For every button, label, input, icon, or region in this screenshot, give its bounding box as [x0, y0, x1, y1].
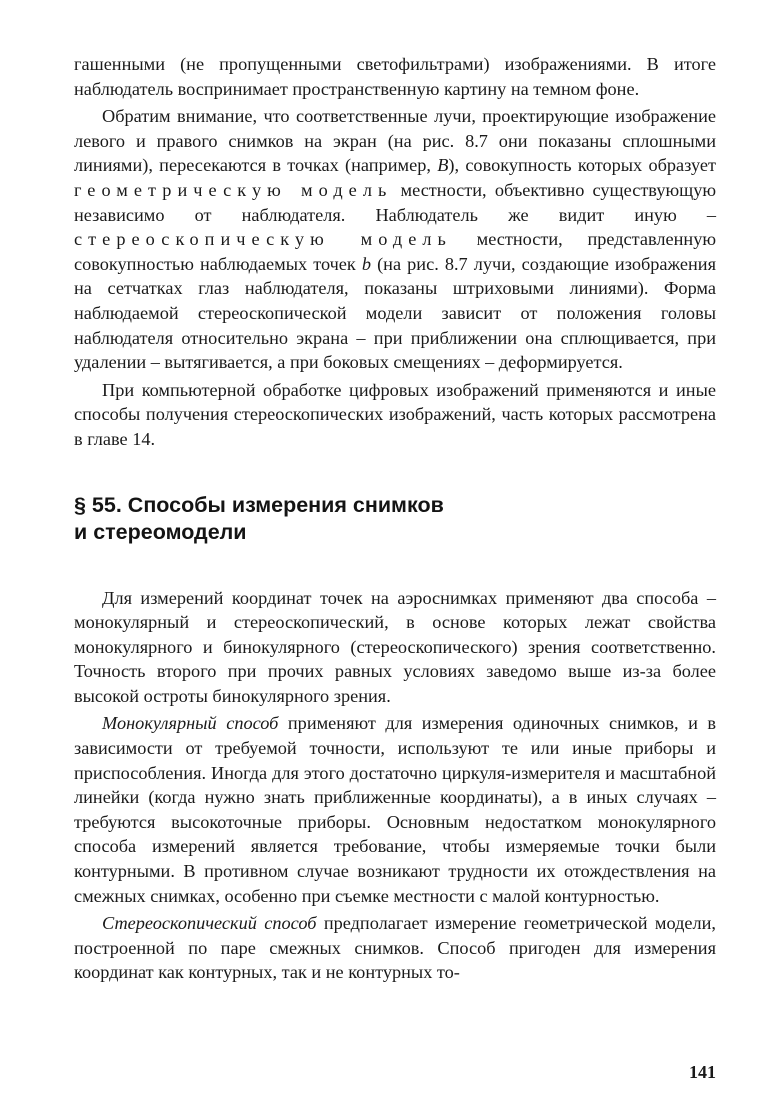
paragraph-2-part-c: местности, объективно существующую независимо от наблюдателя. Наблюдатель же видит иную – — [74, 179, 716, 225]
paragraph-5 — [74, 711, 716, 908]
paragraph-2-part-b: ), совокупность которых образует — [448, 155, 716, 176]
paragraph-2 — [74, 104, 716, 375]
section-heading-line-2: и стереомодели — [74, 519, 247, 544]
paragraph-2-part-e: (на рис. 8.7 лучи, создающие изображения на сетчатках глаз наблюдателя, показаны штриховыми линиями). Форма наблюдаемой стереоскопической модели зависит от положения головы наблюдателя относительно экрана – при приближении она сплющивается, при удалении – вытягивается, а при боковых смещениях – деформируется. — [74, 253, 716, 373]
section-heading — [74, 492, 716, 546]
paragraph-1: гашенными (не пропущенными светофильтрами) изображениями. В итоге наблюдатель воспринимает пространственную картину на темном фоне. — [74, 54, 716, 99]
spaced-term-geometric-model: геометрическую модель — [74, 179, 393, 200]
point-label-b-upper: B — [437, 155, 449, 176]
paragraph-5-body: применяют для измерения одиночных снимков, и в зависимости от требуемой точности, используют те или иные приборы и приспособления. Иногда для этого достаточно циркуля-измерителя и масштабной линейки (когда нужно знать приближенные координаты), а в иных случаях – требуются высокоточные приборы. Основным недостатком монокулярного способа измерений является требование, чтобы измеряемые точки были контурными. В противном случае возникают трудности их отождествления на смежных снимках, особенно при съемке местности с малой контурностью. — [74, 713, 717, 906]
paragraph-6-body: предполагает измерение геометрической модели, построенной по паре смежных снимков. Способ пригоден для измерения координат как контурных, так и не контурных то- — [74, 913, 716, 983]
page-number: 141 — [689, 1062, 716, 1082]
paragraph-6 — [74, 911, 716, 985]
document-page — [74, 52, 716, 1092]
paragraph-2-part-d: местности, представленную совокупностью наблюдаемых точек — [74, 229, 716, 274]
point-label-b-lower: b — [361, 253, 372, 274]
section-heading-line-1: § 55. Способы измерения снимков — [74, 492, 444, 517]
term-stereoscopic-method: Стереоскопический способ — [102, 913, 317, 934]
paragraph-2-part-a: Обратим внимание, что соответственные лучи, проектирующие изображение левого и правого снимков на экран (на рис. 8.7 они показаны сплошными линиями), пересекаются в точках (например, — [74, 106, 716, 176]
spaced-term-stereo-model: стереоскопическую модель — [74, 229, 452, 250]
term-monocular-method: Монокулярный способ — [102, 713, 279, 734]
paragraph-4: Для измерений координат точек на аэроснимках применяют два способа – монокулярный и стереоскопический, в основе которых лежат свойства монокулярного и бинокулярного (стереоскопического) зрения соответственно. Точность второго при прочих равных условиях заведомо выше из-за более высокой остроты бинокулярного зрения. — [74, 587, 716, 706]
paragraph-3: При компьютерной обработке цифровых изображений применяются и иные способы получения стереоскопических изображений, часть которых рассмотрена в главе 14. — [74, 379, 716, 449]
